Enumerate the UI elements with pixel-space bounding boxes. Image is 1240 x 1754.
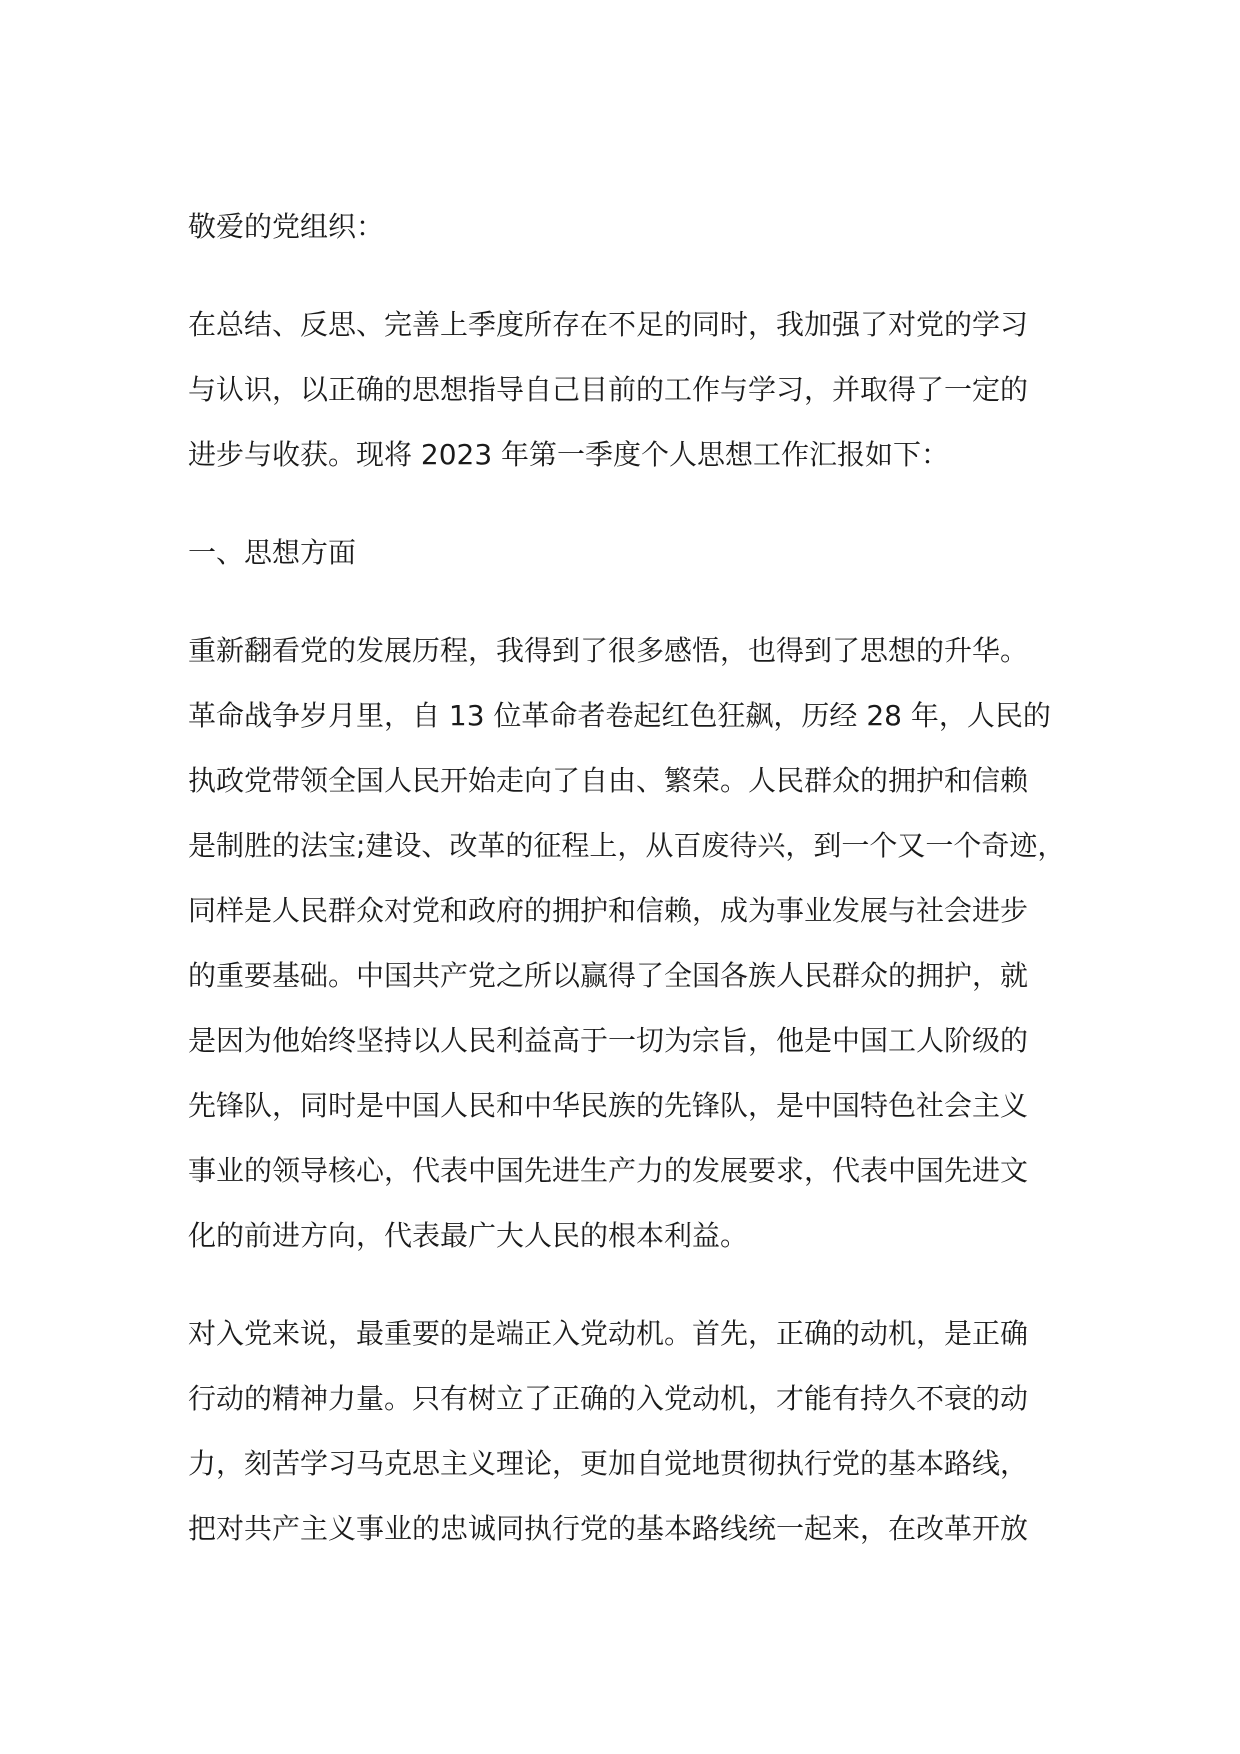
- text-line: 重新翻看党的发展历程，我得到了很多感悟，也得到了思想的升华。: [188, 634, 1029, 667]
- section-heading: [188, 520, 1068, 585]
- text-line: 同样是人民群众对党和政府的拥护和信赖，成为事业发展与社会进步: [188, 894, 1029, 927]
- paragraph-history: [188, 618, 1068, 1268]
- text-line: 行动的精神力量。只有树立了正确的入党动机，才能有持久不衰的动: [188, 1382, 1029, 1415]
- text-line: 是因为他始终坚持以人民利益高于一切为宗旨，他是中国工人阶级的: [188, 1024, 1029, 1057]
- text-line: 对入党来说，最重要的是端正入党动机。首先，正确的动机，是正确: [188, 1317, 1029, 1350]
- text-line: 把对共产主义事业的忠诚同执行党的基本路线统一起来，在改革开放: [188, 1512, 1029, 1545]
- paragraph-intro: [188, 292, 1068, 487]
- heading-line: 一、思想方面: [188, 536, 357, 569]
- text-line: 进步与收获。现将 2023 年第一季度个人思想工作汇报如下：: [188, 438, 950, 471]
- salutation-line: 敬爱的党组织：: [188, 210, 385, 243]
- document-body: [188, 194, 1068, 1594]
- text-line: 化的前进方向，代表最广大人民的根本利益。: [188, 1219, 749, 1252]
- text-line: 力，刻苦学习马克思主义理论，更加自觉地贯彻执行党的基本路线，: [188, 1447, 1029, 1480]
- paragraph-motivation: [188, 1301, 1068, 1561]
- text-line: 是制胜的法宝;建设、改革的征程上，从百废待兴，到一个又一个奇迹，: [188, 829, 1066, 862]
- text-line: 事业的领导核心，代表中国先进生产力的发展要求，代表中国先进文: [188, 1154, 1029, 1187]
- text-line: 先锋队，同时是中国人民和中华民族的先锋队，是中国特色社会主义: [188, 1089, 1029, 1122]
- text-line: 革命战争岁月里，自 13 位革命者卷起红色狂飙，历经 28 年，人民的: [188, 699, 1051, 732]
- text-line: 执政党带领全国人民开始走向了自由、繁荣。人民群众的拥护和信赖: [188, 764, 1029, 797]
- salutation: [188, 194, 1068, 259]
- text-line: 的重要基础。中国共产党之所以赢得了全国各族人民群众的拥护，就: [188, 959, 1029, 992]
- text-line: 与认识，以正确的思想指导自己目前的工作与学习，并取得了一定的: [188, 373, 1029, 406]
- text-line: 在总结、反思、完善上季度所存在不足的同时，我加强了对党的学习: [188, 308, 1029, 341]
